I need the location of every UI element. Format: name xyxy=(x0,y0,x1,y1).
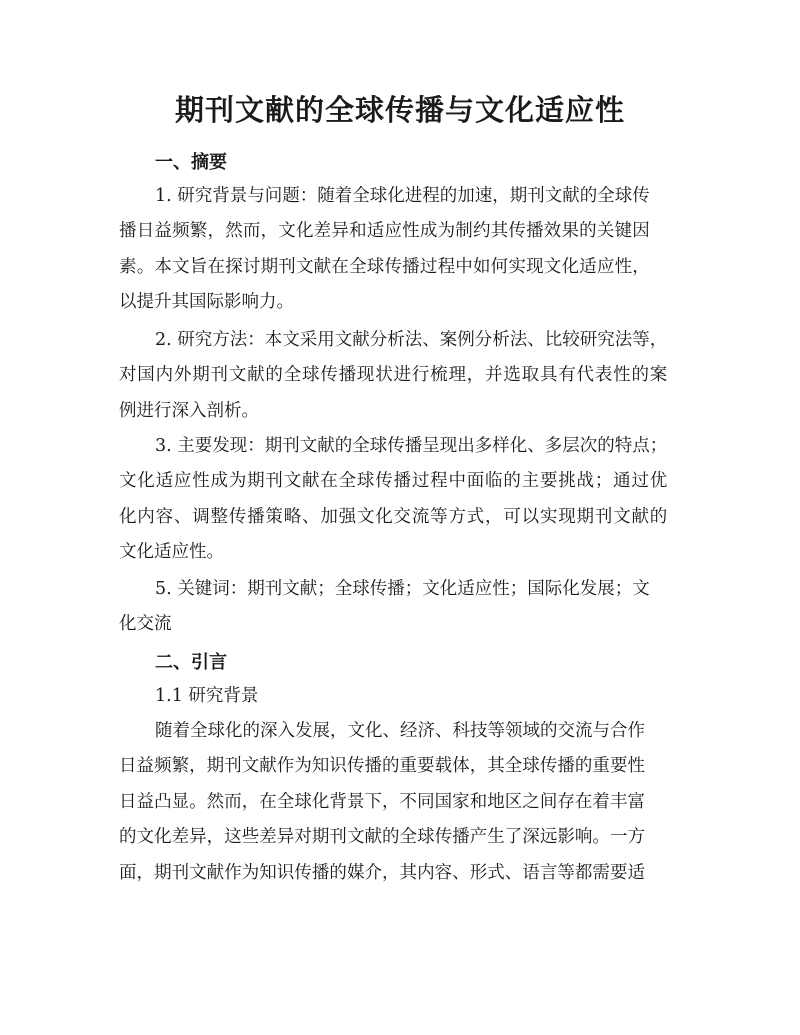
subsection-heading-research-background xyxy=(119,679,258,714)
paragraph-line: 播日益频繁，然而，文化差异和适应性成为制约其传播效果的关键因 xyxy=(119,221,650,242)
paragraph-line: 日益频繁，期刊文献作为知识传播的重要载体，其全球传播的重要性 xyxy=(119,756,645,777)
paragraph-line: 以提升其国际影响力。 xyxy=(119,292,294,313)
paragraph-line: 5. 关键词：期刊文献；全球传播；文化适应性；国际化发展；文 xyxy=(155,579,650,599)
paragraph-keywords xyxy=(119,572,650,643)
section-heading-abstract: 一、摘要 xyxy=(155,152,227,173)
paragraph-line: 1. 研究背景与问题：随着全球化进程的加速，期刊文献的全球传 xyxy=(155,186,650,206)
paragraph-line: 素。本文旨在探讨期刊文献在全球传播过程中如何实现文化适应性， xyxy=(119,256,650,277)
paragraph-introduction-body xyxy=(119,714,645,891)
paragraph-line: 的文化差异，这些差异对期刊文献的全球传播产生了深远影响。一方 xyxy=(119,827,645,848)
section-heading-introduction: 二、引言 xyxy=(155,652,227,673)
paragraph-line: 对国内外期刊文献的全球传播现状进行梳理，并选取具有代表性的案 xyxy=(119,365,668,386)
paragraph-line: 文化适应性成为期刊文献在全球传播过程中面临的主要挑战；通过优 xyxy=(119,471,668,492)
paragraph-line: 文化适应性。 xyxy=(119,542,224,563)
paragraph-line: 化内容、调整传播策略、加强文化交流等方式，可以实现期刊文献的 xyxy=(119,506,668,527)
paragraph-line: 2. 研究方法：本文采用文献分析法、案例分析法、比较研究法等， xyxy=(155,330,668,350)
document-title: 期刊文献的全球传播与文化适应性 xyxy=(174,93,625,127)
paragraph-line: 例进行深入剖析。 xyxy=(119,400,259,421)
paragraph-line: 化交流 xyxy=(119,614,172,635)
paragraph-line: 面，期刊文献作为知识传播的媒介，其内容、形式、语言等都需要适 xyxy=(119,862,645,883)
paragraph-line: 3. 主要发现：期刊文献的全球传播呈现出多样化、多层次的特点； xyxy=(155,436,668,456)
paragraph-research-methods xyxy=(119,323,667,429)
paragraph-research-background xyxy=(119,179,650,321)
paragraph-line: 1.1 研究背景 xyxy=(155,686,259,706)
paragraph-line: 随着全球化的深入发展，文化、经济、科技等领域的交流与合作 xyxy=(155,721,645,741)
paragraph-main-findings xyxy=(119,429,667,571)
paragraph-line: 日益凸显。然而，在全球化背景下，不同国家和地区之间存在着丰富 xyxy=(119,791,645,812)
